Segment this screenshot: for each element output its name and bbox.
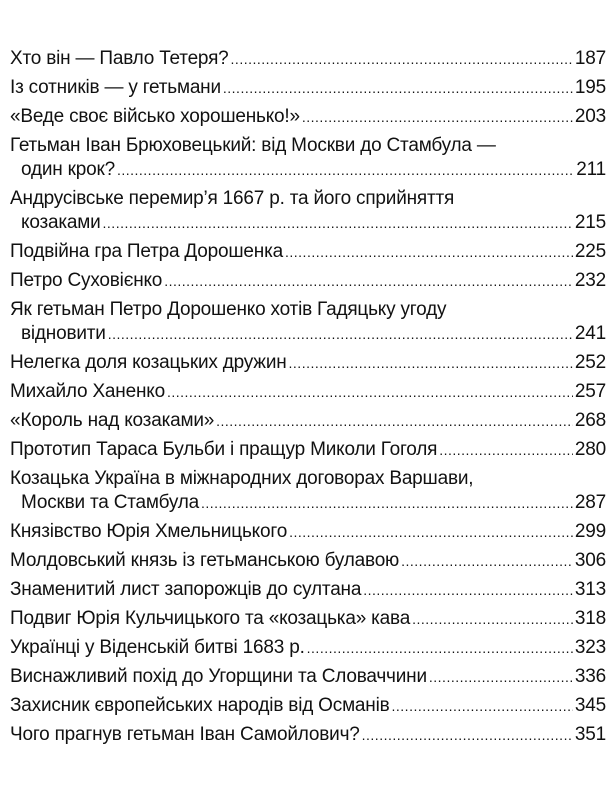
toc-page-number: 232 <box>574 270 606 291</box>
toc-entry-title: Нелегка доля козацьких дружин <box>10 352 287 373</box>
dot-leader <box>289 520 573 544</box>
toc-entry-title: козаками <box>21 212 101 233</box>
toc-entry-title: Хто він — Павло Тетеря? <box>10 48 229 69</box>
toc-entry-title: Молдовський князь із гетьманською булавою <box>10 550 400 571</box>
dot-leader <box>429 665 573 689</box>
toc-page-number: 318 <box>574 608 606 629</box>
toc-entry <box>10 607 606 631</box>
toc-page-number: 211 <box>576 159 606 180</box>
toc-entry <box>10 578 606 602</box>
toc-entry <box>10 438 606 462</box>
toc-page-number: 323 <box>574 637 606 658</box>
toc-entry-title-line: Як гетьман Петро Дорошенко хотів Гадяцьку угоду <box>10 299 447 320</box>
toc-entry <box>10 549 606 573</box>
toc-page-number: 187 <box>574 48 606 69</box>
dot-leader <box>401 549 573 573</box>
toc-page-number: 225 <box>574 241 606 262</box>
table-of-contents <box>10 47 606 752</box>
toc-page-number: 257 <box>574 381 606 402</box>
toc-entry-title: «Веде своє військо хорошенько!» <box>10 106 300 127</box>
toc-entry-title: Прототип Тараса Бульби і пращур Миколи Гоголя <box>10 439 438 460</box>
toc-page-number: 241 <box>574 323 606 344</box>
toc-entry <box>10 467 606 515</box>
toc-entry-title: Михайло Ханенко <box>10 381 165 402</box>
toc-entry <box>10 47 606 71</box>
toc-entry <box>10 380 606 404</box>
dot-leader <box>412 607 573 631</box>
toc-entry <box>10 694 606 718</box>
toc-page-number: 280 <box>574 439 606 460</box>
toc-entry-title: Подвійна гра Петра Дорошенка <box>10 241 283 262</box>
dot-leader <box>103 211 573 235</box>
toc-entry <box>10 409 606 433</box>
toc-entry <box>10 105 606 129</box>
toc-entry <box>10 76 606 100</box>
toc-page-number: 345 <box>574 695 606 716</box>
toc-page-number: 252 <box>574 352 606 373</box>
toc-entry-title: Захисник європейських народів від Османів <box>10 695 390 716</box>
dot-leader <box>307 636 573 660</box>
toc-entry <box>10 665 606 689</box>
toc-entry-title: один крок? <box>21 159 115 180</box>
toc-page-number: 351 <box>574 724 606 745</box>
dot-leader <box>108 322 573 346</box>
toc-entry <box>10 520 606 544</box>
toc-entry-title: Із сотників — у гетьмани <box>10 77 221 98</box>
toc-entry-title: Подвиг Юрія Кульчицького та «козацька» кава <box>10 608 411 629</box>
dot-leader <box>223 76 573 100</box>
toc-entry <box>10 351 606 375</box>
toc-entry-title-line: Андрусівське перемир’я 1667 р. та його сприйняття <box>10 188 455 209</box>
dot-leader <box>167 380 573 404</box>
dot-leader <box>117 158 574 182</box>
toc-entry-title: Князівство Юрія Хмельницького <box>10 521 288 542</box>
toc-entry <box>10 134 606 182</box>
toc-page-number: 195 <box>574 77 606 98</box>
toc-page-number: 268 <box>574 410 606 431</box>
dot-leader <box>392 694 573 718</box>
toc-page-number: 299 <box>574 521 606 542</box>
dot-leader <box>164 269 573 293</box>
dot-leader <box>201 491 573 515</box>
toc-entry-title: Петро Суховієнко <box>10 270 163 291</box>
dot-leader <box>363 578 573 602</box>
toc-entry <box>10 636 606 660</box>
toc-entry-title: Українці у Віденській битві 1683 р. <box>10 637 305 658</box>
dot-leader <box>231 47 573 71</box>
toc-entry <box>10 269 606 293</box>
toc-page-number: 336 <box>574 666 606 687</box>
toc-entry-title: Виснажливий похід до Угорщини та Словаччини <box>10 666 427 687</box>
dot-leader <box>362 723 573 747</box>
dot-leader <box>289 351 573 375</box>
toc-entry-title: Знаменитий лист запорожців до султана <box>10 579 362 600</box>
toc-entry <box>10 187 606 235</box>
toc-entry-title-line: Козацька Україна в міжнародних договорах Варшави, <box>10 468 474 489</box>
toc-entry-title-line: Гетьман Іван Брюховецький: від Москви до Стамбула — <box>10 135 496 156</box>
toc-page-number: 287 <box>574 492 606 513</box>
toc-entry-title: відновити <box>21 323 106 344</box>
toc-page-number: 306 <box>574 550 606 571</box>
toc-entry <box>10 240 606 264</box>
toc-entry-title: Чого прагнув гетьман Іван Самойлович? <box>10 724 360 745</box>
toc-entry <box>10 298 606 346</box>
dot-leader <box>216 409 573 433</box>
dot-leader <box>285 240 573 264</box>
dot-leader <box>302 105 573 129</box>
toc-entry <box>10 723 606 747</box>
toc-entry-title: «Король над козаками» <box>10 410 215 431</box>
toc-page-number: 203 <box>574 106 606 127</box>
toc-page-number: 313 <box>574 579 606 600</box>
toc-page-number: 215 <box>574 212 606 233</box>
dot-leader <box>439 438 573 462</box>
toc-entry-title: Москви та Стамбула <box>21 492 199 513</box>
